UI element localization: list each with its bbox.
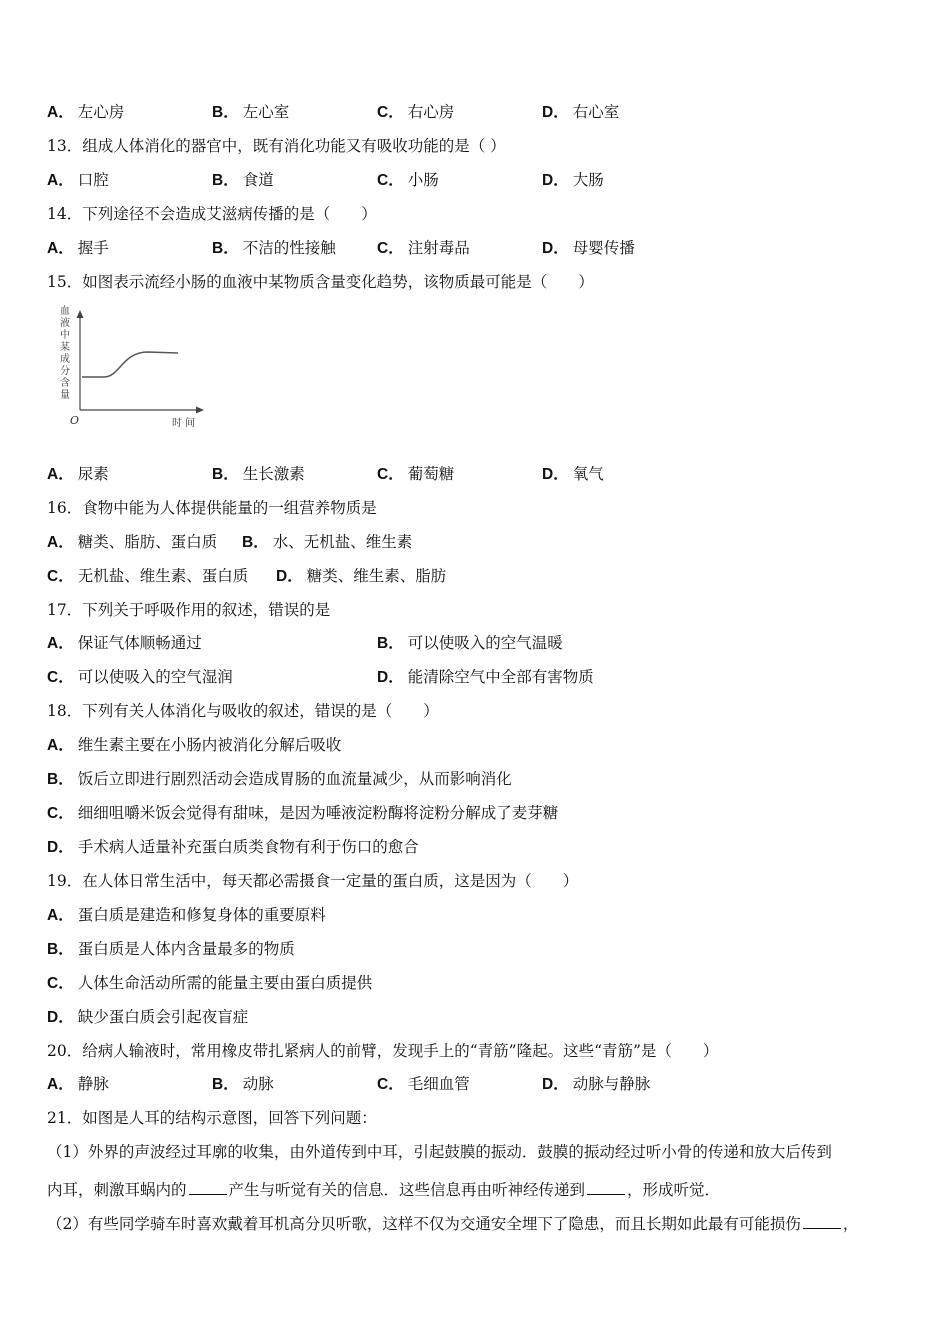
q13-option-b: B． 食道 (212, 171, 274, 189)
q13-option-c: C． 小肠 (377, 171, 439, 189)
q14-option-b: B． 不洁的性接触 (212, 239, 336, 257)
q16-stem: 16．食物中能为人体提供能量的一组营养物质是 (47, 499, 377, 517)
q21-part1-line1: （1）外界的声波经过耳廓的收集，由外道传到中耳，引起鼓膜的振动．鼓膜的振动经过听小骨的传递和放大后传到 (47, 1143, 832, 1161)
graph-y-axis-label-char: 血 (60, 306, 70, 317)
q12-option-d: D． 右心室 (542, 103, 620, 121)
graph-x-axis-label: 时 间 (172, 418, 196, 429)
q12-option-c: C． 右心房 (377, 103, 455, 121)
q19-stem: 19．在人体日常生活中，每天都必需摄食一定量的蛋白质，这是因为（ ） (47, 872, 579, 890)
q14-stem: 14．下列途径不会造成艾滋病传播的是（ ） (47, 205, 377, 223)
q12-option-b: B． 左心室 (212, 103, 290, 121)
answer-blank-1[interactable] (189, 1180, 227, 1195)
q18-stem: 18．下列有关人体消化与吸收的叙述，错误的是（ ） (47, 702, 439, 720)
q20-option-b: B． 动脉 (212, 1075, 274, 1093)
q15-option-d: D． 氧气 (542, 465, 604, 483)
q13-stem: 13．组成人体消化的器官中，既有消化功能又有吸收功能的是（ ） (47, 137, 506, 155)
q21-stem: 21．如图是人耳的结构示意图，回答下列问题： (47, 1109, 377, 1127)
graph-y-axis-label-char: 量 (60, 390, 70, 401)
q17-stem: 17．下列关于呼吸作用的叙述，错误的是 (47, 601, 331, 619)
q19-option-d: D． 缺少蛋白质会引起夜盲症 (47, 1008, 249, 1026)
q17-option-c: C． 可以使吸入的空气湿润 (47, 668, 233, 686)
q15-stem: 15．如图表示流经小肠的血液中某物质含量变化趋势，该物质最可能是（ ） (47, 273, 594, 291)
q19-option-a: A． 蛋白质是建造和修复身体的重要原料 (47, 906, 326, 924)
q16-option-b: B． 水、无机盐、维生素 (242, 533, 413, 551)
q20-option-d: D． 动脉与静脉 (542, 1075, 651, 1093)
q18-option-b: B． 饭后立即进行剧烈活动会造成胃肠的血流量减少，从而影响消化 (47, 770, 512, 788)
graph-y-axis-label-char: 分 (60, 366, 70, 377)
q17-option-d: D． 能清除空气中全部有害物质 (377, 668, 594, 686)
q17-option-b: B． 可以使吸入的空气温暖 (377, 634, 563, 652)
q20-stem: 20．给病人输液时，常用橡皮带扎紧病人的前臂，发现手上的“青筋”隆起。这些“青筋”是（ ） (47, 1042, 719, 1060)
q14-option-a: A． 握手 (47, 239, 109, 257)
graph-y-axis-label-char: 某 (60, 342, 70, 353)
q14-option-c: C． 注射毒品 (377, 239, 470, 257)
answer-blank-3[interactable] (803, 1214, 841, 1229)
answer-blank-2[interactable] (587, 1180, 625, 1195)
q13-option-d: D． 大肠 (542, 171, 604, 189)
q21-part2: （2）有些同学骑车时喜欢戴着耳机高分贝听歌，这样不仅为交通安全埋下了隐患，而且长期如此最有可能损伤 ， (47, 1215, 859, 1233)
q20-option-c: C． 毛细血管 (377, 1075, 470, 1093)
q20-option-a: A． 静脉 (47, 1075, 109, 1093)
graph-y-axis-label-char: 中 (60, 330, 70, 341)
q18-option-d: D． 手术病人适量补充蛋白质类食物有利于伤口的愈合 (47, 838, 419, 856)
q12-option-a: A． 左心房 (47, 103, 125, 121)
q19-option-c: C． 人体生命活动所需的能量主要由蛋白质提供 (47, 974, 373, 992)
q19-option-b: B． 蛋白质是人体内含量最多的物质 (47, 940, 295, 958)
q15-option-a: A． 尿素 (47, 465, 109, 483)
graph-y-axis-label-char: 液 (60, 318, 70, 329)
q16-option-a: A． 糖类、脂肪、蛋白质 (47, 533, 218, 551)
q15-graph (52, 300, 212, 435)
q15-option-b: B． 生长激素 (212, 465, 305, 483)
q16-option-d: D． 糖类、维生素、脂肪 (276, 567, 447, 585)
q21-part1-line2: 内耳，刺激耳蜗内的 产生与听觉有关的信息．这些信息再由听神经传递到 ，形成听觉． (47, 1181, 721, 1199)
q13-option-a: A． 口腔 (47, 171, 109, 189)
graph-y-axis-label-char: 成 (60, 354, 70, 365)
q18-option-c: C． 细细咀嚼米饭会觉得有甜味，是因为唾液淀粉酶将淀粉分解成了麦芽糖 (47, 804, 559, 822)
q14-option-d: D． 母婴传播 (542, 239, 635, 257)
graph-y-axis-label-char: 含 (60, 378, 70, 389)
graph-origin-label: O (70, 414, 80, 427)
q15-option-c: C． 葡萄糖 (377, 465, 455, 483)
q18-option-a: A． 维生素主要在小肠内被消化分解后吸收 (47, 736, 342, 754)
q17-option-a: A． 保证气体顺畅通过 (47, 634, 202, 652)
q16-option-c: C． 无机盐、维生素、蛋白质 (47, 567, 249, 585)
